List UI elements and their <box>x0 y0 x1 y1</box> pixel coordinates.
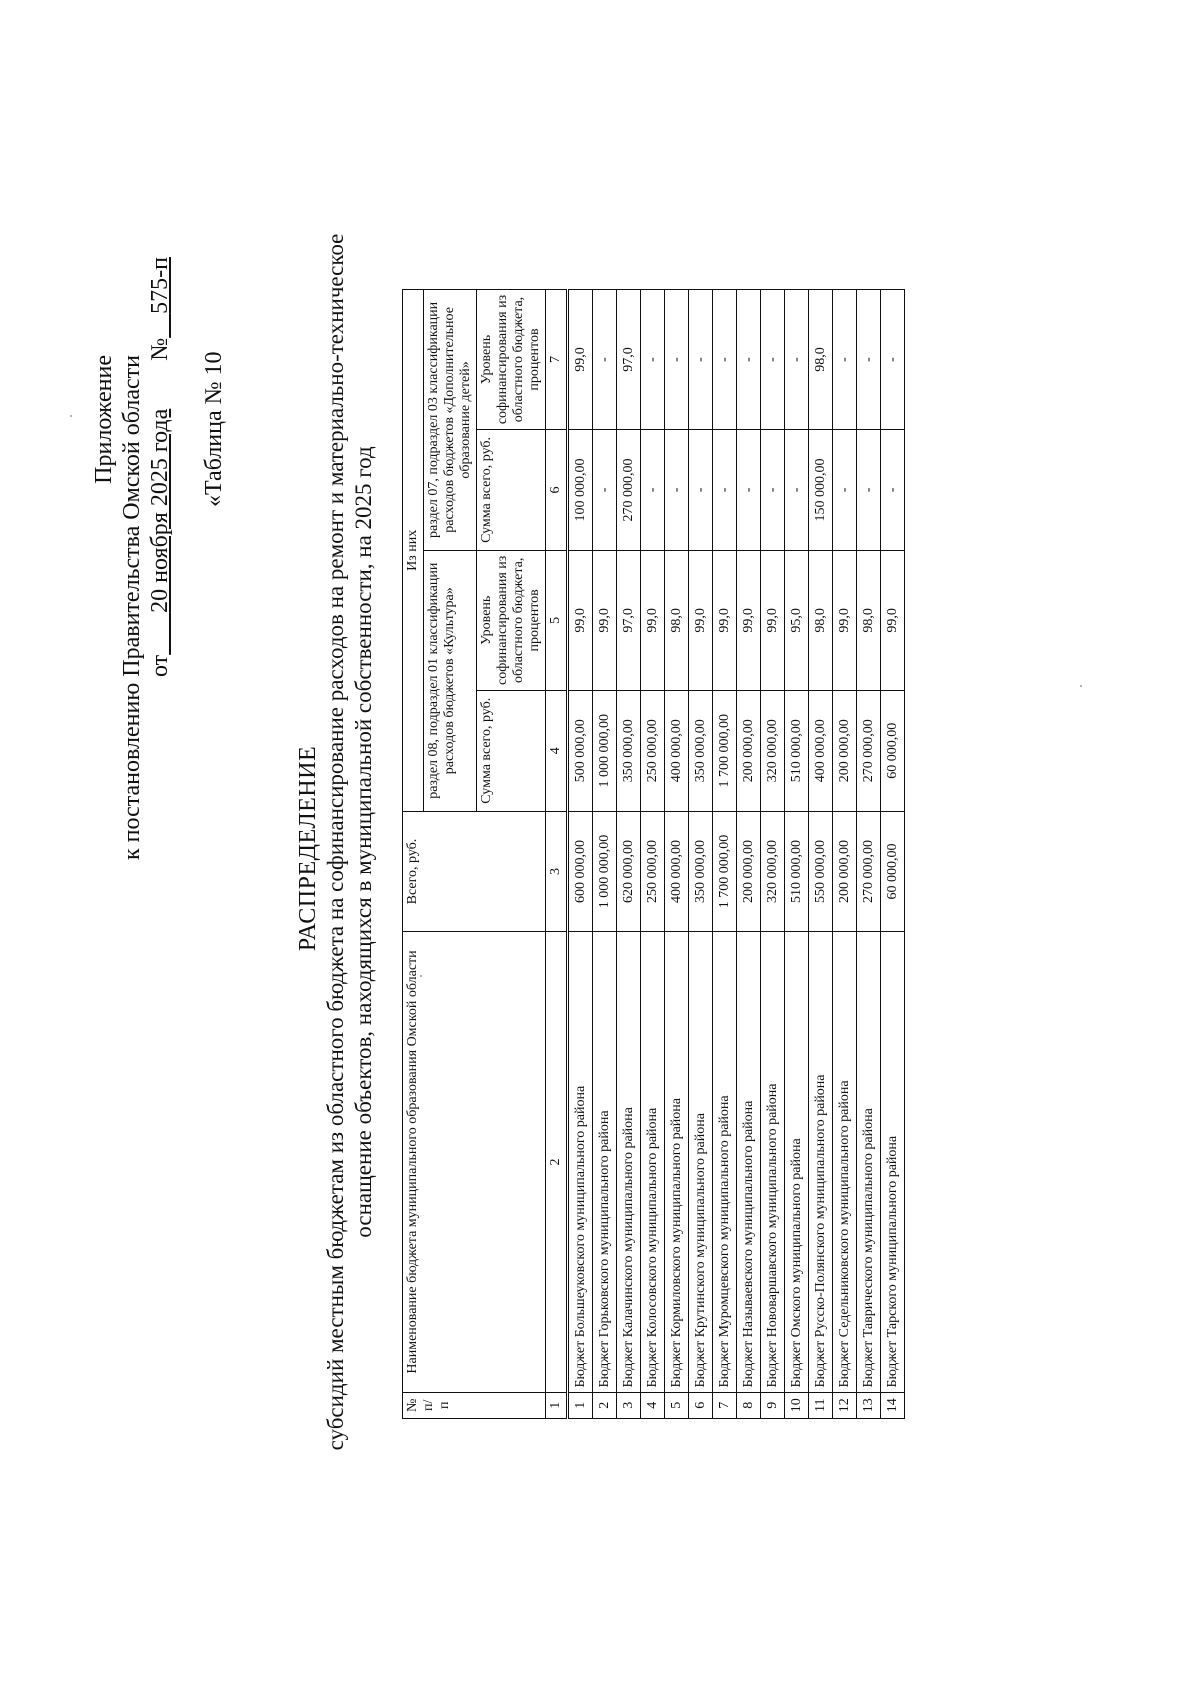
row-culture-sum: 400 000,00 <box>665 690 689 811</box>
number-prefix: № <box>147 337 173 361</box>
row-children-level: - <box>785 290 809 430</box>
row-children-sum: - <box>665 430 689 551</box>
date-prefix: от <box>147 654 173 677</box>
row-culture-level: 99,0 <box>761 550 785 690</box>
row-total: 60 000,00 <box>881 811 905 932</box>
row-name: Бюджет Русско-Полянского муниципального района <box>809 932 833 1392</box>
row-total: 1 700 000,00 <box>713 811 737 932</box>
row-children-sum: 150 000,00 <box>809 430 833 551</box>
row-number: 12 <box>833 1392 857 1418</box>
column-number: 2 <box>546 932 568 1392</box>
row-culture-sum: 200 000,00 <box>737 690 761 811</box>
resolution-number: 575-п <box>147 256 173 314</box>
row-children-level: - <box>713 290 737 430</box>
row-children-level: - <box>689 290 713 430</box>
row-children-sum: - <box>713 430 737 551</box>
row-culture-level: 98,0 <box>665 550 689 690</box>
row-total: 270 000,00 <box>857 811 881 932</box>
row-name: Бюджет Калачинского муниципального района <box>617 932 641 1392</box>
row-children-level: 98,0 <box>809 290 833 430</box>
row-children-sum: - <box>593 430 617 551</box>
row-number: 10 <box>785 1392 809 1418</box>
scan-speck <box>420 975 422 977</box>
row-children-sum: - <box>857 430 881 551</box>
row-number: 9 <box>761 1392 785 1418</box>
row-name: Бюджет Таврического муниципального района <box>857 932 881 1392</box>
table-row <box>761 290 785 1419</box>
row-total: 550 000,00 <box>809 811 833 932</box>
header-name: Наименование бюджета муниципального образования Омской области <box>403 932 546 1392</box>
row-total: 510 000,00 <box>785 811 809 932</box>
row-number: 13 <box>857 1392 881 1418</box>
table-header-row <box>403 290 424 1419</box>
row-children-level: - <box>737 290 761 430</box>
row-children-sum: 100 000,00 <box>568 430 593 551</box>
header-total: Всего, руб. <box>403 811 546 932</box>
row-culture-sum: 500 000,00 <box>568 690 593 811</box>
row-number: 14 <box>881 1392 905 1418</box>
row-children-sum: - <box>833 430 857 551</box>
table-row <box>617 290 641 1419</box>
table-row <box>593 290 617 1419</box>
row-culture-sum: 250 000,00 <box>641 690 665 811</box>
row-culture-level: 99,0 <box>641 550 665 690</box>
row-culture-level: 97,0 <box>617 550 641 690</box>
row-name: Бюджет Тарского муниципального района <box>881 932 905 1392</box>
row-culture-sum: 270 000,00 <box>857 690 881 811</box>
row-name: Бюджет Колосовского муниципального района <box>641 932 665 1392</box>
row-children-level: - <box>593 290 617 430</box>
table-row <box>568 290 593 1419</box>
header-culture-sum: Сумма всего, руб. <box>477 690 546 811</box>
row-children-sum: - <box>761 430 785 551</box>
table-row <box>785 290 809 1419</box>
header-children-education: раздел 07, подраздел 03 классификации расходов бюджетов «Дополнительное образование детей» <box>424 290 477 551</box>
row-total: 200 000,00 <box>833 811 857 932</box>
row-number: 2 <box>593 1392 617 1418</box>
column-number: 3 <box>546 811 568 932</box>
row-children-level: 97,0 <box>617 290 641 430</box>
table-row <box>857 290 881 1419</box>
row-children-sum: - <box>689 430 713 551</box>
column-number-row <box>546 290 568 1419</box>
row-children-sum: - <box>785 430 809 551</box>
appendix-label: Приложение <box>91 355 117 484</box>
table-row <box>833 290 857 1419</box>
row-total: 200 000,00 <box>737 811 761 932</box>
row-culture-level: 99,0 <box>881 550 905 690</box>
scan-speck <box>1080 685 1082 687</box>
row-culture-level: 99,0 <box>713 550 737 690</box>
row-culture-sum: 60 000,00 <box>881 690 905 811</box>
header-of-which: Из них <box>403 290 424 812</box>
row-children-sum: - <box>737 430 761 551</box>
row-number: 3 <box>617 1392 641 1418</box>
row-total: 620 000,00 <box>617 811 641 932</box>
row-culture-level: 98,0 <box>809 550 833 690</box>
column-number: 6 <box>546 430 568 551</box>
row-number: 7 <box>713 1392 737 1418</box>
document-subtitle: субсидий местным бюджетам из областного бюджета на софинансирование расходов на ремонт и материально-техническое оснащение объектов, находящихся в муниципальной собственности, на 2025 год <box>323 233 376 1451</box>
row-number: 6 <box>689 1392 713 1418</box>
row-name: Бюджет Кормиловского муниципального района <box>665 932 689 1392</box>
resolution-reference: к постановлению Правительства Омской области <box>119 355 145 861</box>
column-number: 5 <box>546 550 568 690</box>
row-total: 600 000,00 <box>568 811 593 932</box>
row-culture-sum: 510 000,00 <box>785 690 809 811</box>
row-total: 320 000,00 <box>761 811 785 932</box>
row-number: 5 <box>665 1392 689 1418</box>
row-total: 400 000,00 <box>665 811 689 932</box>
column-number: 1 <box>546 1392 568 1418</box>
table-row <box>809 290 833 1419</box>
row-children-level: - <box>665 290 689 430</box>
row-name: Бюджет Седельниковского муниципального района <box>833 932 857 1392</box>
table-row <box>665 290 689 1419</box>
header-children-level: Уровень софинансирования из областного бюджета, процентов <box>477 290 546 430</box>
row-name: Бюджет Большеуковского муниципального района <box>568 932 593 1392</box>
row-children-level: - <box>857 290 881 430</box>
row-children-sum: - <box>881 430 905 551</box>
table-row <box>713 290 737 1419</box>
row-children-level: - <box>761 290 785 430</box>
row-children-sum: 270 000,00 <box>617 430 641 551</box>
row-number: 11 <box>809 1392 833 1418</box>
row-name: Бюджет Нововаршавского муниципального района <box>761 932 785 1392</box>
row-children-level: - <box>833 290 857 430</box>
row-children-level: - <box>641 290 665 430</box>
row-culture-sum: 320 000,00 <box>761 690 785 811</box>
row-number: 1 <box>568 1392 593 1418</box>
row-culture-level: 99,0 <box>833 550 857 690</box>
column-number: 4 <box>546 690 568 811</box>
distribution-table <box>402 289 905 1419</box>
row-name: Бюджет Муромцевского муниципального района <box>713 932 737 1392</box>
row-culture-level: 99,0 <box>737 550 761 690</box>
row-culture-sum: 350 000,00 <box>689 690 713 811</box>
header-number: № п/п <box>403 1392 546 1418</box>
document-title: РАСПРЕДЕЛЕНИЕ <box>295 745 321 952</box>
scan-speck <box>70 415 72 417</box>
table-row <box>641 290 665 1419</box>
column-number: 7 <box>546 290 568 430</box>
row-culture-sum: 350 000,00 <box>617 690 641 811</box>
row-culture-level: 99,0 <box>593 550 617 690</box>
row-children-level: - <box>881 290 905 430</box>
table-row <box>689 290 713 1419</box>
resolution-date-line <box>146 257 174 677</box>
header-culture: раздел 08, подраздел 01 классификации расходов бюджетов «Культура» <box>424 550 477 811</box>
row-culture-level: 99,0 <box>689 550 713 690</box>
row-number: 4 <box>641 1392 665 1418</box>
row-children-sum: - <box>641 430 665 551</box>
row-culture-level: 98,0 <box>857 550 881 690</box>
row-number: 8 <box>737 1392 761 1418</box>
row-culture-sum: 200 000,00 <box>833 690 857 811</box>
row-total: 350 000,00 <box>689 811 713 932</box>
header-children-sum: Сумма всего, руб. <box>477 430 546 551</box>
row-name: Бюджет Горьковского муниципального района <box>593 932 617 1392</box>
table-number: «Таблица № 10 <box>201 351 227 507</box>
row-culture-level: 99,0 <box>568 550 593 690</box>
table-row <box>881 290 905 1419</box>
row-culture-sum: 1 000 000,00 <box>593 690 617 811</box>
table-row <box>737 290 761 1419</box>
row-name: Бюджет Крутинского муниципального района <box>689 932 713 1392</box>
row-total: 1 000 000,00 <box>593 811 617 932</box>
row-culture-level: 95,0 <box>785 550 809 690</box>
resolution-date: 20 ноября 2025 года <box>147 408 173 613</box>
row-name: Бюджет Называевского муниципального района <box>737 932 761 1392</box>
row-culture-sum: 1 700 000,00 <box>713 690 737 811</box>
header-culture-level: Уровень софинансирования из областного бюджета, процентов <box>477 550 546 690</box>
row-culture-sum: 400 000,00 <box>809 690 833 811</box>
table-body <box>568 290 905 1419</box>
row-name: Бюджет Омского муниципального района <box>785 932 809 1392</box>
row-total: 250 000,00 <box>641 811 665 932</box>
row-children-level: 99,0 <box>568 290 593 430</box>
